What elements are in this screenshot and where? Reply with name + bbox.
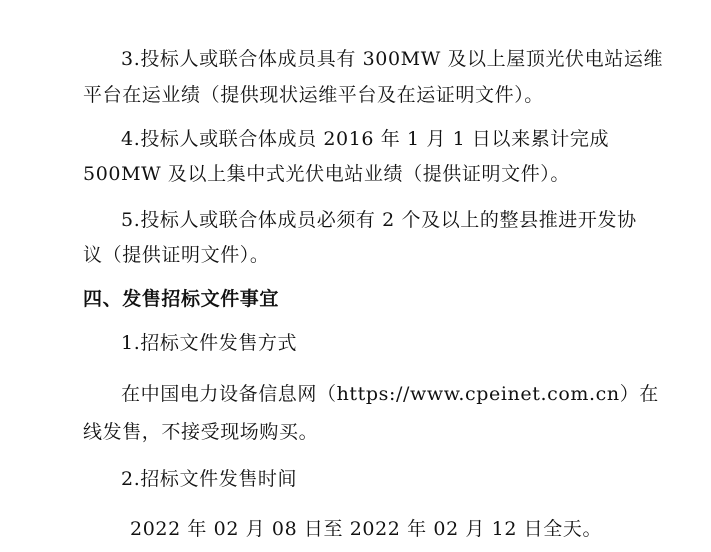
item4-line2: 500MW 及以上集中式光伏电站业绩（提供证明文件）。 [83, 163, 570, 185]
item4-line1: 4.投标人或联合体成员 2016 年 1 月 1 日以来累计完成 [121, 128, 610, 150]
item5-line1: 5.投标人或联合体成员必须有 2 个及以上的整县推进开发协 [121, 209, 637, 231]
sale-time-line1: 2022 年 02 月 08 日至 2022 年 02 月 12 日全天。 [130, 518, 603, 540]
sale-method-line2: 线发售，不接受现场购买。 [83, 421, 319, 443]
section-heading: 四、发售招标文件事宜 [83, 288, 280, 310]
item5-line2: 议（提供证明文件）。 [83, 244, 270, 266]
item3-line2: 平台在运业绩（提供现状运维平台及在运证明文件）。 [83, 84, 544, 106]
sale-time-title: 2.招标文件发售时间 [121, 468, 298, 490]
item3-line1: 3.投标人或联合体成员具有 300MW 及以上屋顶光伏电站运维 [121, 48, 664, 70]
sale-method-title: 1.招标文件发售方式 [121, 332, 298, 354]
sale-method-line1: 在中国电力设备信息网（https://www.cpeinet.com.cn）在 [121, 383, 659, 405]
